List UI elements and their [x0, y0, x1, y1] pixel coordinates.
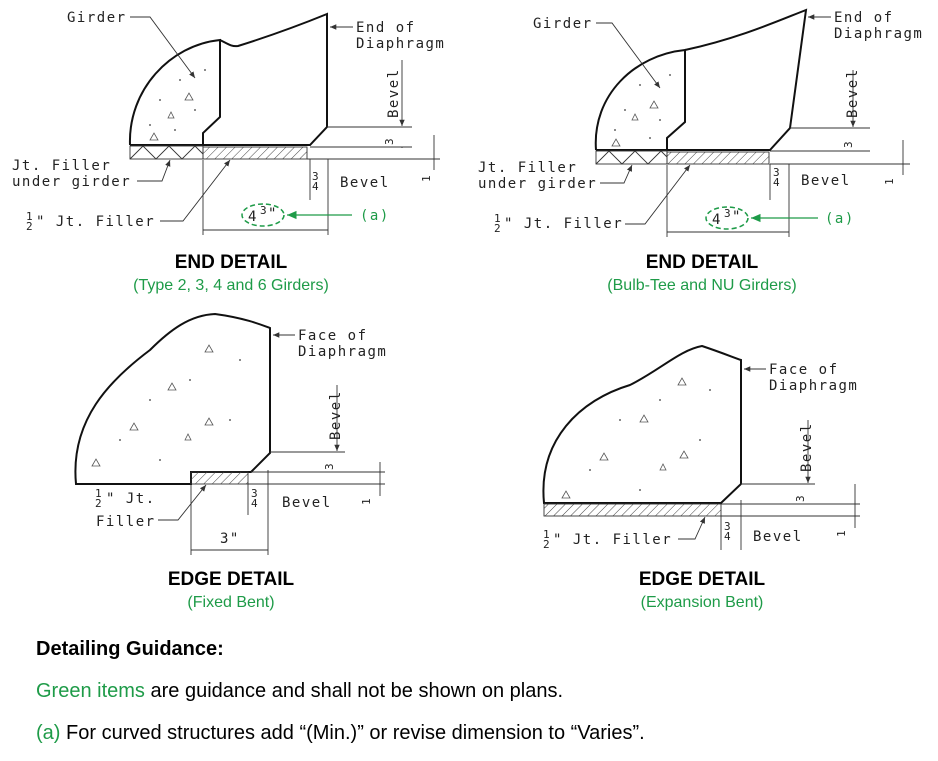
svg-text:1: 1 [95, 487, 102, 500]
half-jt-filler-label: " Jt. Filler [36, 214, 156, 230]
svg-text:under girder: under girder [478, 176, 598, 192]
svg-text:" Jt. Filler: " Jt. Filler [553, 532, 673, 548]
diaphragm-outline [203, 14, 327, 145]
svg-text:": " [732, 209, 742, 225]
svg-text:2: 2 [543, 538, 550, 551]
svg-text:Diaphragm: Diaphragm [834, 26, 924, 42]
bevel-label: Bevel [386, 68, 402, 118]
detail2-title: END DETAIL [645, 252, 759, 273]
svg-text:Face of: Face of [769, 362, 839, 378]
svg-text:Face of: Face of [298, 328, 368, 344]
note-a-marker: (a) [360, 208, 390, 224]
under-girder-label: under girder [12, 174, 132, 190]
svg-text:1: 1 [360, 498, 373, 505]
detail3-subtitle: (Fixed Bent) [187, 594, 275, 611]
svg-text:Bevel: Bevel [799, 422, 815, 472]
edge-detail-fixed-bent [75, 314, 387, 555]
svg-text:4: 4 [724, 530, 731, 543]
note-2-text: For curved structures add “(Min.)” or revise dimension to “Varies”. [60, 722, 645, 744]
svg-text:Bevel: Bevel [328, 390, 344, 440]
half-inch-filler [203, 147, 307, 159]
svg-text:1: 1 [543, 528, 550, 541]
detail4-title: EDGE DETAIL [638, 569, 766, 590]
svg-text:4: 4 [312, 180, 319, 193]
detail3-title: EDGE DETAIL [167, 569, 295, 590]
svg-text:3": 3" [220, 531, 240, 547]
svg-text:": " [268, 206, 278, 222]
svg-text:3: 3 [724, 520, 731, 533]
note-a-text: (a) [36, 722, 61, 744]
svg-text:3: 3 [842, 141, 855, 148]
detail1-subtitle: (Type 2, 3, 4 and 6 Girders) [133, 277, 329, 294]
jt-filler-label: Jt. Filler [12, 158, 112, 174]
detail1-title: END DETAIL [174, 252, 288, 273]
detail4-subtitle: (Expansion Bent) [640, 594, 764, 611]
svg-text:3: 3 [312, 170, 319, 183]
svg-text:Diaphragm: Diaphragm [298, 344, 388, 360]
svg-text:2: 2 [26, 220, 33, 233]
guidance-note-2 [36, 722, 645, 745]
detail2-subtitle: (Bulb-Tee and NU Girders) [607, 277, 797, 294]
svg-text:" Jt. Filler: " Jt. Filler [504, 216, 624, 232]
svg-text:Bevel: Bevel [753, 529, 803, 545]
svg-text:4: 4 [712, 212, 722, 228]
svg-text:3: 3 [260, 204, 267, 217]
svg-text:3: 3 [251, 487, 258, 500]
svg-text:Girder: Girder [533, 16, 593, 32]
svg-text:Bevel: Bevel [340, 175, 390, 191]
svg-text:3: 3 [794, 495, 807, 502]
svg-text:3: 3 [383, 138, 396, 145]
girder-label: Girder [67, 10, 127, 26]
end-detail-bulb-tee [478, 10, 923, 237]
guidance-note-1 [36, 680, 563, 703]
svg-text:3: 3 [773, 166, 780, 179]
guidance-heading: Detailing Guidance: [36, 638, 224, 660]
end-of-label: End of [356, 20, 416, 36]
svg-text:Bevel: Bevel [845, 68, 861, 118]
svg-text:3: 3 [724, 207, 731, 220]
diaphragm-label: Diaphragm [356, 36, 446, 52]
green-items-text: Green items [36, 680, 145, 702]
svg-text:1: 1 [494, 212, 501, 225]
svg-text:Bevel: Bevel [801, 173, 851, 189]
svg-text:1: 1 [420, 175, 433, 182]
svg-text:4: 4 [251, 497, 258, 510]
svg-text:Jt. Filler: Jt. Filler [478, 160, 578, 176]
svg-text:2: 2 [494, 222, 501, 235]
svg-text:Diaphragm: Diaphragm [769, 378, 859, 394]
svg-text:4: 4 [773, 176, 780, 189]
note-1-text: are guidance and shall not be shown on plans. [144, 680, 564, 702]
svg-text:3: 3 [323, 463, 336, 470]
svg-text:Bevel: Bevel [282, 495, 332, 511]
svg-text:Filler: Filler [96, 514, 156, 530]
svg-text:1: 1 [26, 210, 33, 223]
svg-text:1: 1 [883, 178, 896, 185]
svg-text:End of: End of [834, 10, 894, 26]
svg-text:1: 1 [835, 530, 848, 537]
svg-text:4: 4 [248, 209, 258, 225]
edge-detail-expansion-bent [543, 346, 860, 551]
end-detail-type-girders [12, 10, 445, 235]
svg-text:" Jt.: " Jt. [106, 491, 156, 507]
svg-text:2: 2 [95, 497, 102, 510]
svg-text:(a): (a) [825, 211, 855, 227]
